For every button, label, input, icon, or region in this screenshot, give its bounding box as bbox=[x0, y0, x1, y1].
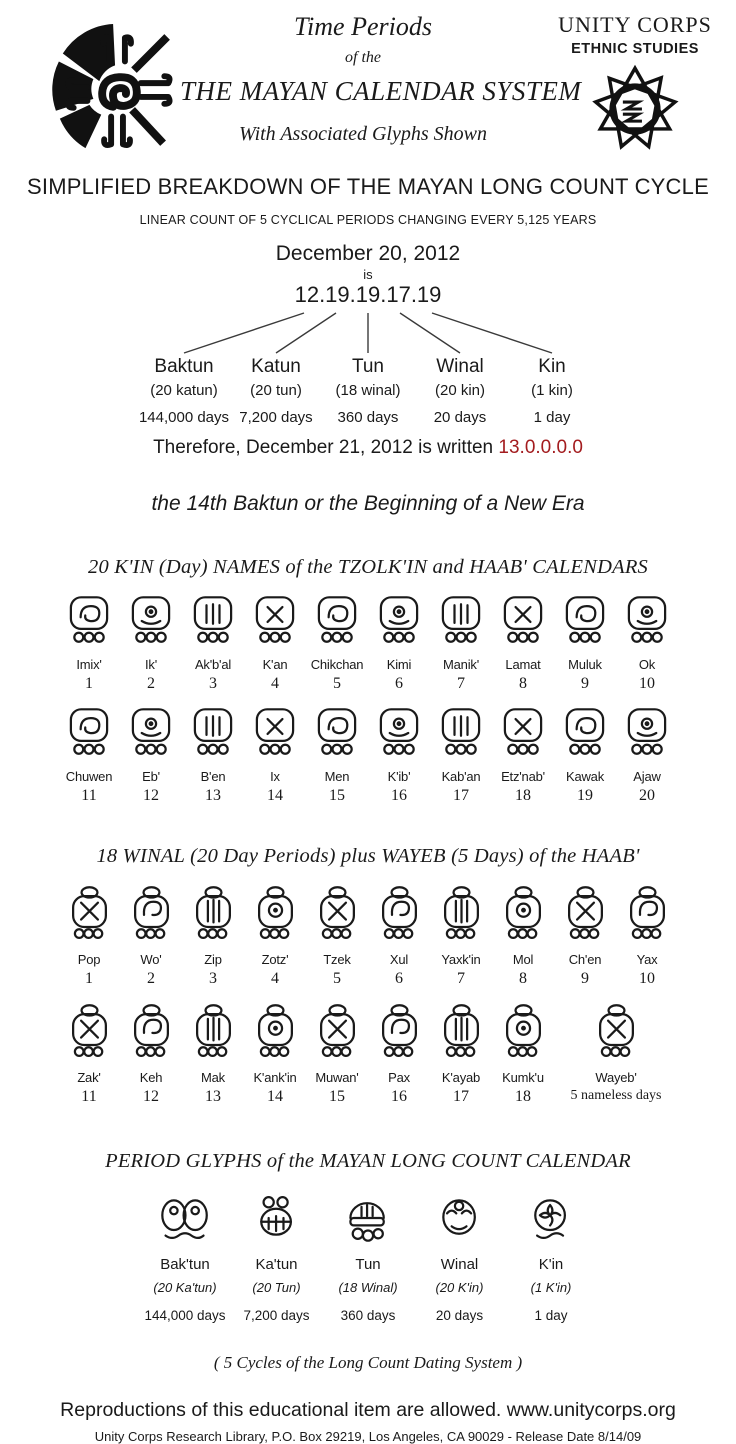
glyph-cell-lamat bbox=[492, 595, 554, 693]
glyph-number: 4 bbox=[271, 970, 279, 987]
glyph-cell-pop bbox=[58, 884, 120, 988]
period-composition: (18 Winal) bbox=[338, 1280, 398, 1295]
k-ank-in-glyph-icon bbox=[253, 1002, 298, 1065]
glyph-cell-xul bbox=[368, 884, 430, 988]
period-column-katun bbox=[230, 356, 322, 426]
glyph-cell-mak bbox=[182, 1002, 244, 1106]
glyph-name: Zak' bbox=[77, 1070, 101, 1085]
tzek-glyph-icon bbox=[315, 884, 360, 947]
org-block bbox=[540, 12, 730, 166]
k-in-period-glyph-icon bbox=[524, 1193, 578, 1248]
glyph-name: K'ib' bbox=[387, 769, 411, 784]
xul-glyph-icon bbox=[377, 884, 422, 947]
glyph-number: 17 bbox=[453, 787, 469, 804]
glyph-cell-kumk-u bbox=[492, 1002, 554, 1106]
glyph-number: 13 bbox=[205, 1088, 221, 1105]
glyph-name: Kab'an bbox=[441, 769, 481, 784]
glyph-number: 1 bbox=[85, 970, 93, 987]
haab-heading: 18 WINAL (20 Day Periods) plus WAYEB (5 Days) of the HAAB' bbox=[96, 845, 640, 867]
glyph-number: 15 bbox=[329, 787, 345, 804]
glyph-number: 3 bbox=[209, 970, 217, 987]
org-dept: ETHNIC STUDIES bbox=[571, 41, 699, 57]
muluk-glyph-icon bbox=[562, 595, 608, 652]
glyph-cell-zak bbox=[58, 1002, 120, 1106]
tun-period-glyph-icon bbox=[341, 1193, 395, 1248]
glyph-name: Ak'b'al bbox=[194, 657, 232, 672]
footer-address-line: Unity Corps Research Library, P.O. Box 29219, Los Angeles, CA 90029 - Release Date 8/14/09 bbox=[94, 1429, 642, 1444]
pax-glyph-icon bbox=[377, 1002, 422, 1065]
period-name: Winal bbox=[436, 356, 484, 377]
haab-row-2 bbox=[58, 1002, 678, 1106]
glyph-number: 12 bbox=[143, 1088, 159, 1105]
period-name: Katun bbox=[251, 356, 301, 377]
period-days: 20 days bbox=[433, 409, 487, 426]
glyph-cell-eb bbox=[120, 707, 182, 805]
glyph-name: Mak bbox=[201, 1070, 225, 1085]
therefore-prefix: Therefore, December 21, 2012 is written bbox=[153, 437, 494, 458]
wo-glyph-icon bbox=[129, 884, 174, 947]
period-item-k-in bbox=[508, 1193, 594, 1323]
glyph-cell-chuwen bbox=[58, 707, 120, 805]
period-composition: (20 katun) bbox=[150, 382, 218, 399]
glyph-number: 11 bbox=[81, 787, 97, 804]
breakdown-subheading: LINEAR COUNT OF 5 CYCLICAL PERIODS CHANGING EVERY 5,125 YEARS bbox=[139, 213, 597, 227]
title-of-the: of the bbox=[345, 49, 381, 66]
glyph-name: Pax bbox=[388, 1070, 410, 1085]
org-name: UNITY CORPS bbox=[558, 12, 712, 37]
period-name: K'in bbox=[538, 1256, 564, 1273]
period-days: 7,200 days bbox=[243, 1308, 310, 1323]
glyph-number: 16 bbox=[391, 1088, 407, 1105]
glyph-name: Yax bbox=[636, 952, 658, 967]
glyph-cell-k-ayab bbox=[430, 1002, 492, 1106]
k-an-glyph-icon bbox=[252, 595, 298, 652]
glyph-number: 17 bbox=[453, 1088, 469, 1105]
glyph-number: 8 bbox=[519, 675, 527, 692]
ak-b-al-glyph-icon bbox=[190, 595, 236, 652]
glyph-number: 7 bbox=[457, 675, 465, 692]
glyph-name: Manik' bbox=[443, 657, 479, 672]
period-item-winal bbox=[417, 1193, 503, 1323]
is-word: is bbox=[363, 267, 373, 282]
glyph-number: 9 bbox=[581, 675, 589, 692]
period-column-tun bbox=[322, 356, 414, 426]
period-item-bak-tun bbox=[142, 1193, 228, 1323]
haab-row-1 bbox=[58, 884, 678, 988]
glyph-cell-etz-nab bbox=[492, 707, 554, 805]
tzolkin-row-1 bbox=[58, 595, 678, 693]
footer-reproduction-line: Reproductions of this educational item are allowed. www.unitycorps.org bbox=[60, 1399, 676, 1421]
ix-glyph-icon bbox=[252, 707, 298, 764]
glyph-name: Kumk'u bbox=[502, 1070, 544, 1085]
period-days: 360 days bbox=[340, 1308, 396, 1323]
period-composition: (20 kin) bbox=[434, 382, 486, 399]
glyph-name: Keh bbox=[139, 1070, 163, 1085]
hunab-ku-logo-icon bbox=[50, 18, 188, 171]
glyph-number: 14 bbox=[267, 1088, 283, 1105]
period-composition: (20 tun) bbox=[250, 382, 302, 399]
glyph-name: Chikchan bbox=[310, 657, 364, 672]
glyph-caption: 5 nameless days bbox=[570, 1088, 662, 1103]
therefore-value: 13.0.0.0.0 bbox=[498, 437, 583, 458]
kawak-glyph-icon bbox=[562, 707, 608, 764]
kimi-glyph-icon bbox=[376, 595, 422, 652]
yaxk-in-glyph-icon bbox=[439, 884, 484, 947]
glyph-number: 10 bbox=[639, 970, 655, 987]
bak-tun-period-glyph-icon bbox=[158, 1193, 212, 1248]
period-composition: (20 K'in) bbox=[435, 1280, 484, 1295]
glyph-name: Etz'nab' bbox=[501, 769, 545, 784]
glyph-number: 13 bbox=[205, 787, 221, 804]
glyph-number: 8 bbox=[519, 970, 527, 987]
glyph-cell-imix bbox=[58, 595, 120, 693]
zotz-glyph-icon bbox=[253, 884, 298, 947]
glyph-cell-kab-an bbox=[430, 707, 492, 805]
zip-glyph-icon bbox=[191, 884, 236, 947]
long-count-breakdown-columns bbox=[138, 356, 598, 426]
glyph-number: 1 bbox=[85, 675, 93, 692]
header bbox=[0, 0, 736, 162]
glyph-cell-ak-b-al bbox=[182, 595, 244, 693]
glyph-cell-ik bbox=[120, 595, 182, 693]
muwan-glyph-icon bbox=[315, 1002, 360, 1065]
glyph-name: K'ank'in bbox=[253, 1070, 297, 1085]
period-composition: (20 Tun) bbox=[252, 1280, 301, 1295]
eb-glyph-icon bbox=[128, 707, 174, 764]
glyph-name: Mol bbox=[512, 952, 534, 967]
winal-period-glyph-icon bbox=[433, 1193, 487, 1248]
glyph-name: Chuwen bbox=[65, 769, 113, 784]
period-composition: (1 kin) bbox=[531, 382, 573, 399]
glyph-name: Ajaw bbox=[633, 769, 661, 784]
glyph-number: 5 bbox=[333, 675, 341, 692]
glyph-name: Eb' bbox=[142, 769, 160, 784]
chuwen-glyph-icon bbox=[66, 707, 112, 764]
glyph-cell-zip bbox=[182, 884, 244, 988]
glyph-name: Pop bbox=[77, 952, 101, 967]
glyph-name: Ix bbox=[270, 769, 280, 784]
glyph-cell-wayeb bbox=[554, 1002, 678, 1106]
glyph-name: Yaxk'in bbox=[441, 952, 481, 967]
glyph-cell-k-ib bbox=[368, 707, 430, 805]
k-ayab-glyph-icon bbox=[439, 1002, 484, 1065]
glyph-cell-manik bbox=[430, 595, 492, 693]
glyph-number: 2 bbox=[147, 675, 155, 692]
period-name: Bak'tun bbox=[160, 1256, 210, 1273]
period-composition: (20 Ka'tun) bbox=[153, 1280, 217, 1295]
unity-corps-star-icon bbox=[583, 148, 687, 165]
ajaw-glyph-icon bbox=[624, 707, 670, 764]
glyph-name: Kawak bbox=[565, 769, 605, 784]
glyph-name: Imix' bbox=[76, 657, 102, 672]
period-name: Ka'tun bbox=[255, 1256, 298, 1273]
men-glyph-icon bbox=[314, 707, 360, 764]
ok-glyph-icon bbox=[624, 595, 670, 652]
period-column-baktun bbox=[138, 356, 230, 426]
wayeb-glyph-icon bbox=[594, 1002, 639, 1065]
glyph-cell-men bbox=[306, 707, 368, 805]
imix-glyph-icon bbox=[66, 595, 112, 652]
manik-glyph-icon bbox=[438, 595, 484, 652]
glyph-number: 16 bbox=[391, 787, 407, 804]
glyph-number: 6 bbox=[395, 675, 403, 692]
period-days: 144,000 days bbox=[144, 1308, 226, 1323]
mol-glyph-icon bbox=[501, 884, 546, 947]
period-name: Baktun bbox=[154, 356, 214, 377]
glyph-number: 10 bbox=[639, 675, 655, 692]
glyph-cell-chikchan bbox=[306, 595, 368, 693]
period-name: Winal bbox=[440, 1256, 479, 1273]
glyph-cell-k-an bbox=[244, 595, 306, 693]
glyph-name: Wayeb' bbox=[595, 1070, 637, 1085]
glyph-number: 3 bbox=[209, 675, 217, 692]
zak-glyph-icon bbox=[67, 1002, 112, 1065]
glyph-name: Zotz' bbox=[261, 952, 289, 967]
title-time-periods: Time Periods bbox=[294, 12, 432, 41]
period-name: Tun bbox=[355, 1256, 381, 1273]
period-name: Kin bbox=[538, 356, 566, 377]
glyph-name: Kimi bbox=[386, 657, 412, 672]
etz-nab-glyph-icon bbox=[500, 707, 546, 764]
glyph-name: Zip bbox=[204, 952, 222, 967]
glyph-cell-pax bbox=[368, 1002, 430, 1106]
period-column-kin bbox=[506, 356, 598, 426]
glyph-cell-ajaw bbox=[616, 707, 678, 805]
keh-glyph-icon bbox=[129, 1002, 174, 1065]
glyph-name: B'en bbox=[200, 769, 226, 784]
new-era-line: the 14th Baktun or the Beginning of a New Era bbox=[151, 492, 585, 515]
period-days: 144,000 days bbox=[138, 409, 230, 426]
tzolkin-row-2 bbox=[58, 707, 678, 805]
b-en-glyph-icon bbox=[190, 707, 236, 764]
glyph-cell-ch-en bbox=[554, 884, 616, 988]
glyph-cell-muluk bbox=[554, 595, 616, 693]
page-title: THE MAYAN CALENDAR SYSTEM bbox=[180, 76, 582, 106]
glyph-cell-muwan bbox=[306, 1002, 368, 1106]
glyph-name: Xul bbox=[389, 952, 409, 967]
date-dec-20: December 20, 2012 bbox=[275, 242, 461, 265]
period-composition: (1 K'in) bbox=[530, 1280, 572, 1295]
ch-en-glyph-icon bbox=[563, 884, 608, 947]
period-column-winal bbox=[414, 356, 506, 426]
kumk-u-glyph-icon bbox=[501, 1002, 546, 1065]
glyph-name: Ch'en bbox=[568, 952, 602, 967]
period-days: 1 day bbox=[534, 1308, 568, 1323]
therefore-line bbox=[0, 437, 736, 459]
glyph-number: 7 bbox=[457, 970, 465, 987]
tzolkin-heading: 20 K'IN (Day) NAMES of the TZOLK'IN and HAAB' CALENDARS bbox=[88, 556, 648, 578]
period-days: 1 day bbox=[533, 409, 571, 426]
period-item-tun bbox=[325, 1193, 411, 1323]
glyph-number: 20 bbox=[639, 787, 655, 804]
ik-glyph-icon bbox=[128, 595, 174, 652]
glyph-number: 14 bbox=[267, 787, 283, 804]
period-item-ka-tun bbox=[234, 1193, 320, 1323]
chikchan-glyph-icon bbox=[314, 595, 360, 652]
period-glyph-items bbox=[142, 1193, 594, 1323]
glyph-cell-b-en bbox=[182, 707, 244, 805]
breakdown-heading: SIMPLIFIED BREAKDOWN OF THE MAYAN LONG COUNT CYCLE bbox=[27, 174, 709, 199]
glyph-number: 11 bbox=[81, 1088, 97, 1105]
glyph-number: 18 bbox=[515, 1088, 531, 1105]
glyph-name: Muwan' bbox=[315, 1070, 359, 1085]
glyph-number: 9 bbox=[581, 970, 589, 987]
glyph-cell-ok bbox=[616, 595, 678, 693]
glyph-cell-yax bbox=[616, 884, 678, 988]
glyph-cell-kimi bbox=[368, 595, 430, 693]
period-caption: ( 5 Cycles of the Long Count Dating System ) bbox=[213, 1353, 523, 1372]
glyph-number: 4 bbox=[271, 675, 279, 692]
period-days: 7,200 days bbox=[239, 409, 313, 426]
glyph-number: 19 bbox=[577, 787, 593, 804]
yax-glyph-icon bbox=[625, 884, 670, 947]
period-name: Tun bbox=[351, 356, 385, 377]
period-days: 360 days bbox=[337, 409, 399, 426]
glyph-name: Wo' bbox=[140, 952, 162, 967]
glyph-number: 12 bbox=[143, 787, 159, 804]
fan-lines-diagram bbox=[138, 310, 598, 356]
ka-tun-period-glyph-icon bbox=[250, 1193, 304, 1248]
glyph-cell-wo bbox=[120, 884, 182, 988]
glyph-name: Ik' bbox=[145, 657, 157, 672]
glyph-name: Lamat bbox=[505, 657, 541, 672]
period-composition: (18 winal) bbox=[335, 382, 401, 399]
glyph-cell-tzek bbox=[306, 884, 368, 988]
poster-titles bbox=[180, 12, 582, 146]
glyph-number: 5 bbox=[333, 970, 341, 987]
glyph-cell-ix bbox=[244, 707, 306, 805]
lamat-glyph-icon bbox=[500, 595, 546, 652]
glyph-name: Tzek bbox=[323, 952, 351, 967]
glyph-name: K'ayab bbox=[441, 1070, 481, 1085]
kab-an-glyph-icon bbox=[438, 707, 484, 764]
mak-glyph-icon bbox=[191, 1002, 236, 1065]
glyph-name: Ok bbox=[638, 657, 656, 672]
glyph-number: 2 bbox=[147, 970, 155, 987]
glyph-cell-zotz bbox=[244, 884, 306, 988]
period-glyphs-heading: PERIOD GLYPHS of the MAYAN LONG COUNT CALENDAR bbox=[105, 1150, 631, 1172]
long-count-value: 12.19.19.17.19 bbox=[294, 282, 442, 307]
pop-glyph-icon bbox=[67, 884, 112, 947]
glyph-cell-yaxk-in bbox=[430, 884, 492, 988]
k-ib-glyph-icon bbox=[376, 707, 422, 764]
glyph-name: Men bbox=[324, 769, 350, 784]
glyph-number: 15 bbox=[329, 1088, 345, 1105]
glyph-cell-kawak bbox=[554, 707, 616, 805]
glyph-cell-mol bbox=[492, 884, 554, 988]
glyph-name: K'an bbox=[262, 657, 288, 672]
period-days: 20 days bbox=[435, 1308, 484, 1323]
glyph-number: 6 bbox=[395, 970, 403, 987]
glyph-cell-keh bbox=[120, 1002, 182, 1106]
glyph-number: 18 bbox=[515, 787, 531, 804]
glyph-cell-k-ank-in bbox=[244, 1002, 306, 1106]
glyph-name: Muluk bbox=[568, 657, 602, 672]
title-subtitle: With Associated Glyphs Shown bbox=[239, 123, 487, 145]
